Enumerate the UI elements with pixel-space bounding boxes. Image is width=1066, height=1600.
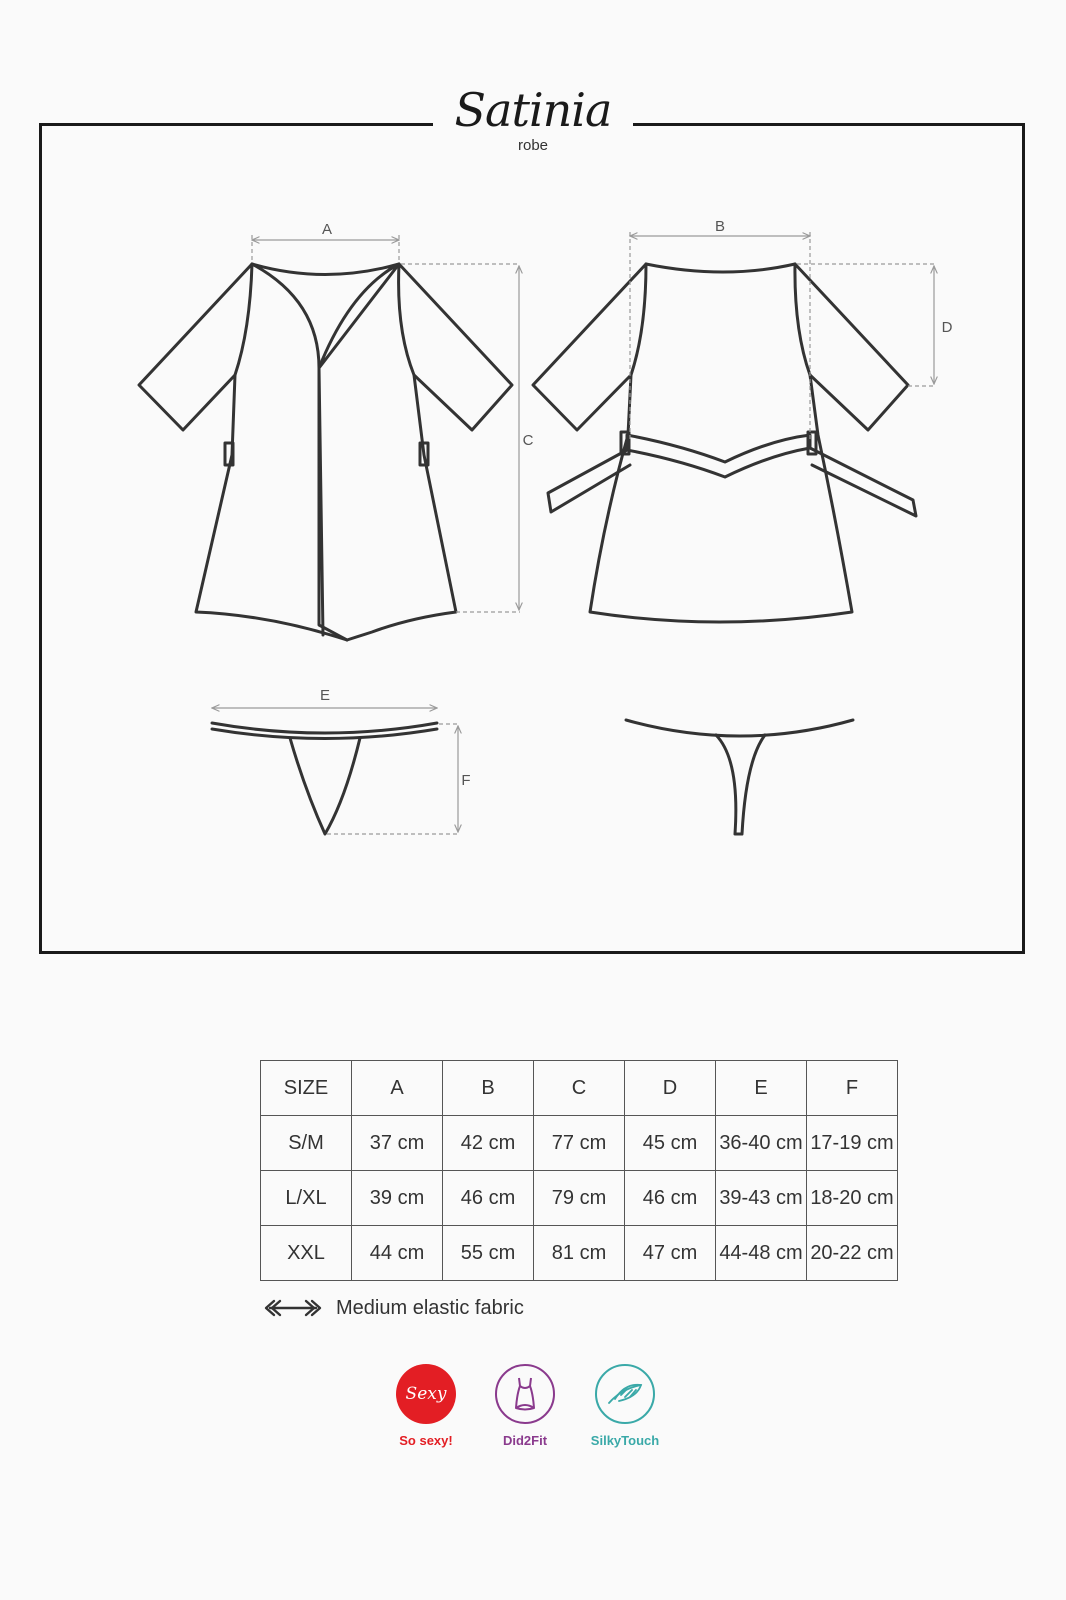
table-cell: 42 cm bbox=[443, 1116, 534, 1171]
fabric-note: Medium elastic fabric bbox=[336, 1296, 524, 1319]
table-header-cell: E bbox=[716, 1061, 807, 1116]
badge-silkytouch bbox=[570, 1364, 680, 1448]
dimension-label-a: A bbox=[321, 221, 333, 238]
dimension-label-c: C bbox=[522, 432, 534, 449]
table-cell: 37 cm bbox=[352, 1116, 443, 1171]
table-header-cell: B bbox=[443, 1061, 534, 1116]
table-header-cell: SIZE bbox=[261, 1061, 352, 1116]
table-cell: 81 cm bbox=[534, 1226, 625, 1281]
sexy-icon-text: Sexy bbox=[405, 1384, 447, 1404]
table-cell: 36-40 cm bbox=[716, 1116, 807, 1171]
table-header-cell: C bbox=[534, 1061, 625, 1116]
robe-back-outline bbox=[533, 264, 916, 622]
table-cell: 39-43 cm bbox=[716, 1171, 807, 1226]
badge-label: So sexy! bbox=[399, 1433, 453, 1448]
table-cell: 45 cm bbox=[625, 1116, 716, 1171]
feather-icon bbox=[595, 1364, 655, 1424]
table-header-cell: A bbox=[352, 1061, 443, 1116]
thong-front-outline bbox=[212, 723, 437, 834]
table-cell: 18-20 cm bbox=[807, 1171, 898, 1226]
dimension-label-e: E bbox=[319, 687, 331, 704]
stretch-arrow-icon bbox=[262, 1298, 324, 1318]
dimension-label-d: D bbox=[941, 319, 953, 336]
table-cell: 17-19 cm bbox=[807, 1116, 898, 1171]
table-row bbox=[261, 1116, 898, 1171]
badge-label: SilkyTouch bbox=[590, 1433, 660, 1448]
table-cell: 79 cm bbox=[534, 1171, 625, 1226]
table-cell: 46 cm bbox=[443, 1171, 534, 1226]
thong-back-outline bbox=[626, 720, 853, 834]
dimension-label-f: F bbox=[461, 772, 471, 789]
fabric-legend bbox=[262, 1294, 524, 1322]
table-header-cell: F bbox=[807, 1061, 898, 1116]
dress-fit-icon bbox=[495, 1364, 555, 1424]
table-row bbox=[261, 1226, 898, 1281]
table-cell: 55 cm bbox=[443, 1226, 534, 1281]
table-cell: 39 cm bbox=[352, 1171, 443, 1226]
table-cell: 47 cm bbox=[625, 1226, 716, 1281]
table-cell: 20-22 cm bbox=[807, 1226, 898, 1281]
table-cell-size: XXL bbox=[261, 1226, 352, 1281]
sexy-icon bbox=[396, 1364, 456, 1424]
brand-logo: Satinia bbox=[454, 83, 612, 137]
table-cell: 44-48 cm bbox=[716, 1226, 807, 1281]
badge-so-sexy bbox=[371, 1364, 481, 1448]
robe-front-outline bbox=[139, 264, 512, 640]
table-cell-size: L/XL bbox=[261, 1171, 352, 1226]
badge-label: Did2Fit bbox=[502, 1433, 548, 1448]
table-row bbox=[261, 1171, 898, 1226]
table-cell: 46 cm bbox=[625, 1171, 716, 1226]
dimension-label-b: B bbox=[714, 218, 726, 235]
table-header-cell: D bbox=[625, 1061, 716, 1116]
table-cell: 44 cm bbox=[352, 1226, 443, 1281]
table-header-row bbox=[261, 1061, 898, 1116]
size-table bbox=[260, 1060, 898, 1281]
badge-did2fit bbox=[470, 1364, 580, 1448]
product-type: robe bbox=[517, 137, 549, 154]
table-cell-size: S/M bbox=[261, 1116, 352, 1171]
table-cell: 77 cm bbox=[534, 1116, 625, 1171]
